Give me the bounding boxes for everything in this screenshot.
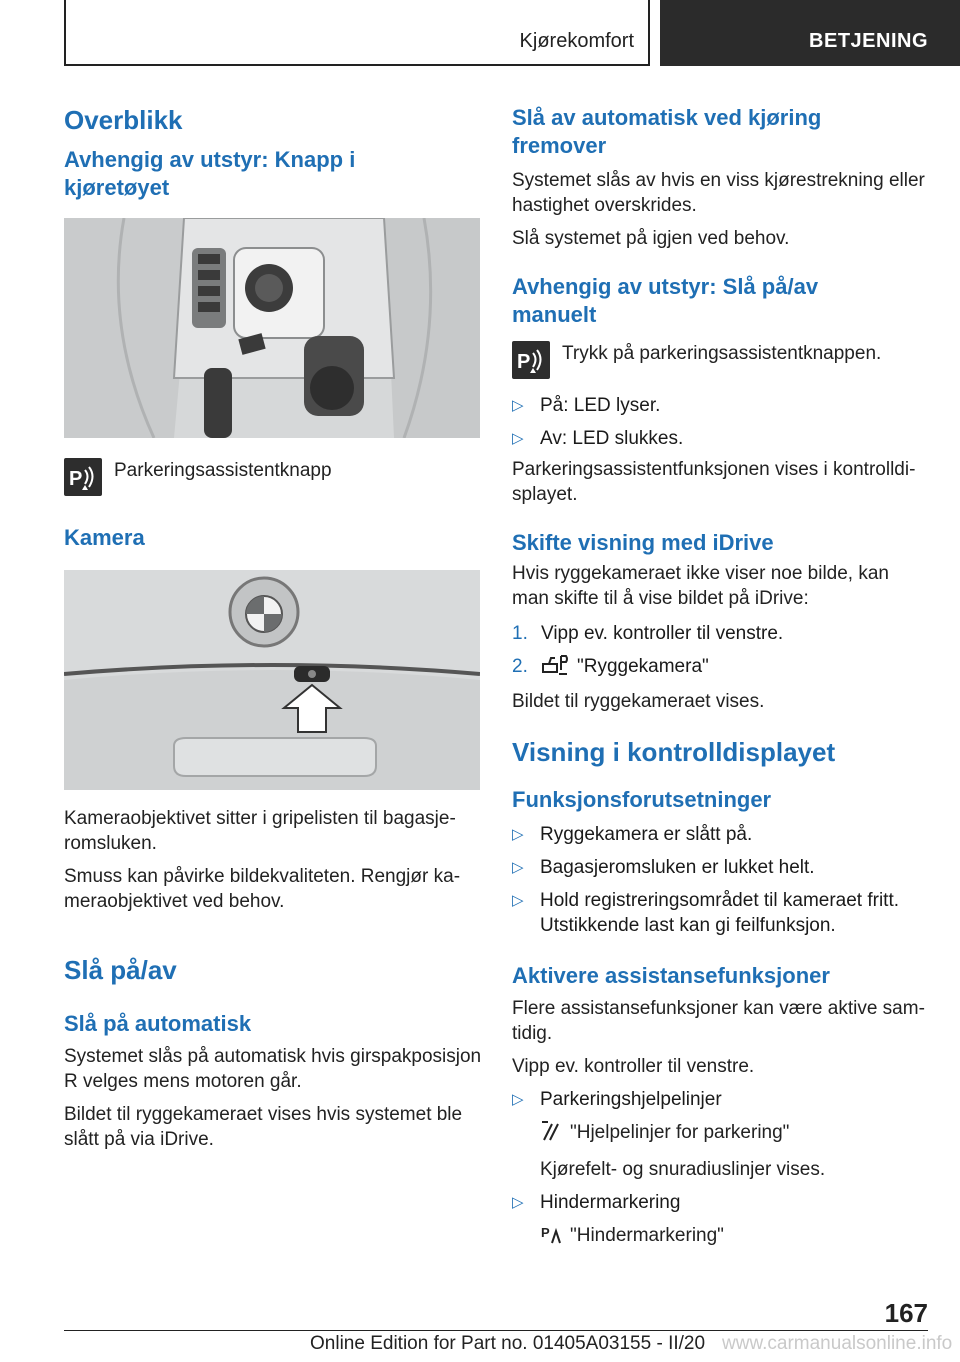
display-heading: Visning i kontrolldisplayet	[512, 737, 836, 767]
page-number: 167	[884, 1298, 928, 1328]
svg-text:P: P	[517, 351, 531, 373]
assist-heading: Aktivere assistansefunksjoner	[512, 963, 830, 988]
triangle-bullet-icon: ▷	[512, 1091, 524, 1108]
triangle-bullet-icon: ▷	[512, 430, 524, 447]
list-item: ▷ Ryggekamera er slått på.	[512, 824, 753, 845]
console-illustration	[64, 218, 480, 438]
camera-text-2: Smuss kan påvirke bildekvaliteten. Rengjør kameraobjektivet ved behov.	[64, 866, 461, 912]
manual-heading: Avhengig av utstyr: Slå på/av manuelt	[512, 274, 819, 327]
manual-text-2: Parkeringsassistentfunksjonen vises i kontrolldisplayet.	[512, 459, 916, 505]
manual-instruction-row	[512, 341, 930, 379]
parking-assistant-button-icon	[512, 341, 550, 379]
camera-photo	[64, 570, 480, 790]
triangle-bullet-icon: ▷	[512, 826, 524, 843]
list-item: ▷ Hindermarkering	[512, 1192, 681, 1213]
auto-off-text-2: Slå systemet på igjen ved behov.	[512, 228, 790, 249]
footer-divider	[64, 1330, 928, 1331]
right-column	[512, 100, 930, 1252]
assist-text-1: Flere assistansefunksjoner kan være aktive samtidig.	[512, 998, 925, 1044]
obstacle-menu-row: P "Hindermarkering"	[540, 1223, 930, 1252]
auto-on-heading: Slå på automatisk	[64, 1011, 252, 1036]
triangle-bullet-icon: ▷	[512, 859, 524, 876]
list-item: ▷ Parkeringshjelpelinjer	[512, 1089, 722, 1110]
list-item: ▷ Av: LED slukkes.	[512, 428, 684, 449]
console-photo	[64, 218, 480, 438]
parking-lines-menu-row: "Hjelpelinjer for parkering"	[540, 1120, 930, 1149]
obstacle-marking-icon	[540, 1223, 562, 1252]
triangle-bullet-icon: ▷	[512, 397, 524, 414]
left-column	[64, 100, 482, 1152]
section-title: Kjørekomfort	[519, 30, 634, 52]
list-item: 1. Vipp ev. kontroller til venstre.	[512, 623, 784, 644]
header-chapter-box	[660, 0, 960, 66]
camera-heading: Kamera	[64, 525, 145, 550]
svg-text:P: P	[69, 468, 83, 490]
onoff-heading: Slå på/av	[64, 955, 177, 985]
list-item: ▷ Hold registreringsområdet til kameraet fritt. Utstikkende last kan gi feilfunksjon.	[512, 890, 900, 936]
parking-lines-icon	[540, 1120, 562, 1149]
idrive-steps	[512, 621, 930, 683]
watermark: www.carmanualsonline.info	[722, 1333, 953, 1354]
parking-lines-desc: Kjørefelt- og snuradiuslinjer vises.	[540, 1159, 826, 1180]
led-list	[512, 393, 930, 451]
overview-heading: Overblikk	[64, 105, 183, 135]
camera-text-1: Kameraobjektivet sitter i gripelisten til bagasjeromsluken.	[64, 808, 456, 854]
tailgate-illustration	[64, 570, 480, 790]
list-item: 2. "Ryggekamera"	[512, 654, 930, 683]
obstacle-list	[512, 1190, 930, 1215]
edition-text: Online Edition for Part no. 01405A03155 - II/20	[310, 1333, 706, 1354]
list-item: ▷ På: LED lyser.	[512, 395, 661, 416]
list-item: ▷ Bagasjeromsluken er lukket helt.	[512, 857, 815, 878]
assist-text-2: Vipp ev. kontroller til venstre.	[512, 1056, 755, 1077]
assist-list	[512, 1087, 930, 1112]
button-caption-row	[64, 458, 482, 496]
auto-on-text-1: Systemet slås på automatisk hvis girspakposisjon R velges mens motoren går.	[64, 1046, 482, 1092]
auto-off-heading: Slå av automatisk ved kjøring fremover	[512, 105, 822, 158]
svg-text:P: P	[541, 1225, 550, 1240]
equip-button-heading: Avhengig av utstyr: Knapp i kjøretøyet	[64, 147, 356, 200]
button-caption: Parkeringsassistentknapp	[114, 460, 332, 481]
idrive-heading: Skifte visning med iDrive	[512, 530, 774, 555]
header-section-box	[64, 0, 650, 66]
triangle-bullet-icon: ▷	[512, 1194, 524, 1211]
chapter-title: BETJENING	[809, 30, 928, 52]
auto-off-text-1: Systemet slås av hvis en viss kjørestrekning eller hastighet overskrides.	[512, 170, 925, 216]
parking-assistant-icon	[64, 458, 102, 496]
auto-on-text-2: Bildet til ryggekameraet vises hvis systemet ble slått på via iDrive.	[64, 1104, 463, 1150]
rear-camera-menu-icon	[541, 654, 577, 683]
idrive-text: Hvis ryggekameraet ikke viser noe bilde, kan man skifte til å vise bildet på iDrive:	[512, 563, 890, 609]
prereq-heading: Funksjonsforutsetninger	[512, 787, 772, 812]
manual-instruction: Trykk på parkeringsassistentknappen.	[562, 343, 882, 364]
prereq-list	[512, 822, 930, 938]
idrive-result: Bildet til ryggekameraet vises.	[512, 691, 765, 712]
triangle-bullet-icon: ▷	[512, 892, 524, 909]
